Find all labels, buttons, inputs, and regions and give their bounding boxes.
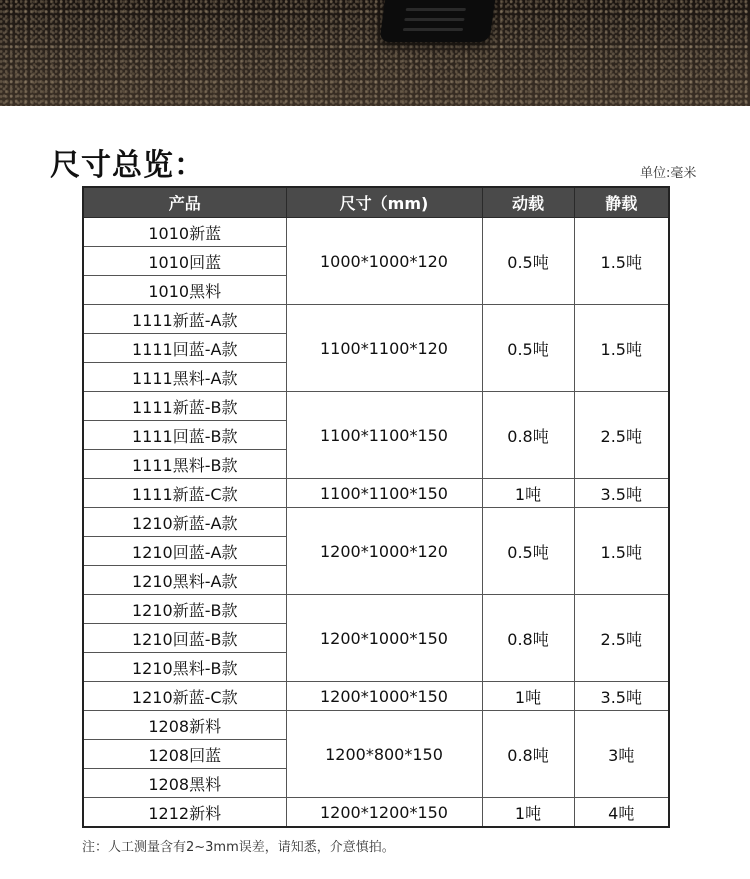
size-cell: 1200*800*150 bbox=[286, 711, 482, 798]
size-cell: 1100*1100*150 bbox=[286, 392, 482, 479]
table-header-row bbox=[83, 187, 669, 218]
size-cell: 1200*1000*150 bbox=[286, 595, 482, 682]
product-cell: 1208黑料 bbox=[83, 769, 286, 798]
product-cell: 1111黑料-B款 bbox=[83, 450, 286, 479]
static-load-cell: 1.5吨 bbox=[574, 508, 669, 595]
header-size: 尺寸（mm) bbox=[286, 187, 482, 218]
product-cell: 1010回蓝 bbox=[83, 247, 286, 276]
product-cell: 1111黑料-A款 bbox=[83, 363, 286, 392]
static-load-cell: 4吨 bbox=[574, 798, 669, 828]
header-product: 产品 bbox=[83, 187, 286, 218]
unit-label: 单位:毫米 bbox=[640, 166, 697, 181]
product-cell: 1208新料 bbox=[83, 711, 286, 740]
dynamic-load-cell: 0.5吨 bbox=[482, 508, 574, 595]
dynamic-load-cell: 0.5吨 bbox=[482, 305, 574, 392]
product-cell: 1111回蓝-A款 bbox=[83, 334, 286, 363]
size-table bbox=[82, 186, 670, 828]
dynamic-load-cell: 0.8吨 bbox=[482, 711, 574, 798]
size-cell: 1200*1000*120 bbox=[286, 508, 482, 595]
measurement-note: 注：人工测量含有2~3mm误差，请知悉，介意慎拍。 bbox=[82, 840, 395, 855]
product-cell: 1111新蓝-A款 bbox=[83, 305, 286, 334]
size-cell: 1000*1000*120 bbox=[286, 218, 482, 305]
static-load-cell: 2.5吨 bbox=[574, 392, 669, 479]
dynamic-load-cell: 0.8吨 bbox=[482, 595, 574, 682]
page-title: 尺寸总览： bbox=[50, 148, 205, 183]
header-static-load: 静载 bbox=[574, 187, 669, 218]
product-cell: 1210回蓝-A款 bbox=[83, 537, 286, 566]
table-row bbox=[83, 798, 669, 828]
product-cell: 1210新蓝-C款 bbox=[83, 682, 286, 711]
table-row bbox=[83, 711, 669, 740]
product-cell: 1210回蓝-B款 bbox=[83, 624, 286, 653]
size-cell: 1200*1200*150 bbox=[286, 798, 482, 828]
product-cell: 1210新蓝-B款 bbox=[83, 595, 286, 624]
product-cell: 1210新蓝-A款 bbox=[83, 508, 286, 537]
dynamic-load-cell: 0.8吨 bbox=[482, 392, 574, 479]
size-cell: 1100*1100*150 bbox=[286, 479, 482, 508]
static-load-cell: 1.5吨 bbox=[574, 305, 669, 392]
product-cell: 1010黑料 bbox=[83, 276, 286, 305]
product-cell: 1111回蓝-B款 bbox=[83, 421, 286, 450]
dynamic-load-cell: 1吨 bbox=[482, 798, 574, 828]
product-cell: 1212新料 bbox=[83, 798, 286, 828]
size-cell: 1200*1000*150 bbox=[286, 682, 482, 711]
static-load-cell: 3.5吨 bbox=[574, 479, 669, 508]
header-banner-image bbox=[0, 0, 750, 106]
table-row bbox=[83, 682, 669, 711]
dynamic-load-cell: 1吨 bbox=[482, 682, 574, 711]
table-row bbox=[83, 479, 669, 508]
static-load-cell: 3.5吨 bbox=[574, 682, 669, 711]
dynamic-load-cell: 1吨 bbox=[482, 479, 574, 508]
static-load-cell: 2.5吨 bbox=[574, 595, 669, 682]
table-body bbox=[83, 218, 669, 828]
size-cell: 1100*1100*120 bbox=[286, 305, 482, 392]
table-row bbox=[83, 392, 669, 421]
product-cell: 1111新蓝-C款 bbox=[83, 479, 286, 508]
static-load-cell: 1.5吨 bbox=[574, 218, 669, 305]
product-cell: 1208回蓝 bbox=[83, 740, 286, 769]
product-cell: 1111新蓝-B款 bbox=[83, 392, 286, 421]
table-row bbox=[83, 595, 669, 624]
table-row bbox=[83, 508, 669, 537]
static-load-cell: 3吨 bbox=[574, 711, 669, 798]
product-cell: 1010新蓝 bbox=[83, 218, 286, 247]
dynamic-load-cell: 0.5吨 bbox=[482, 218, 574, 305]
table-row bbox=[83, 305, 669, 334]
table-row bbox=[83, 218, 669, 247]
header-dynamic-load: 动载 bbox=[482, 187, 574, 218]
product-cell: 1210黑料-A款 bbox=[83, 566, 286, 595]
product-cell: 1210黑料-B款 bbox=[83, 653, 286, 682]
pallet-image bbox=[379, 0, 501, 42]
